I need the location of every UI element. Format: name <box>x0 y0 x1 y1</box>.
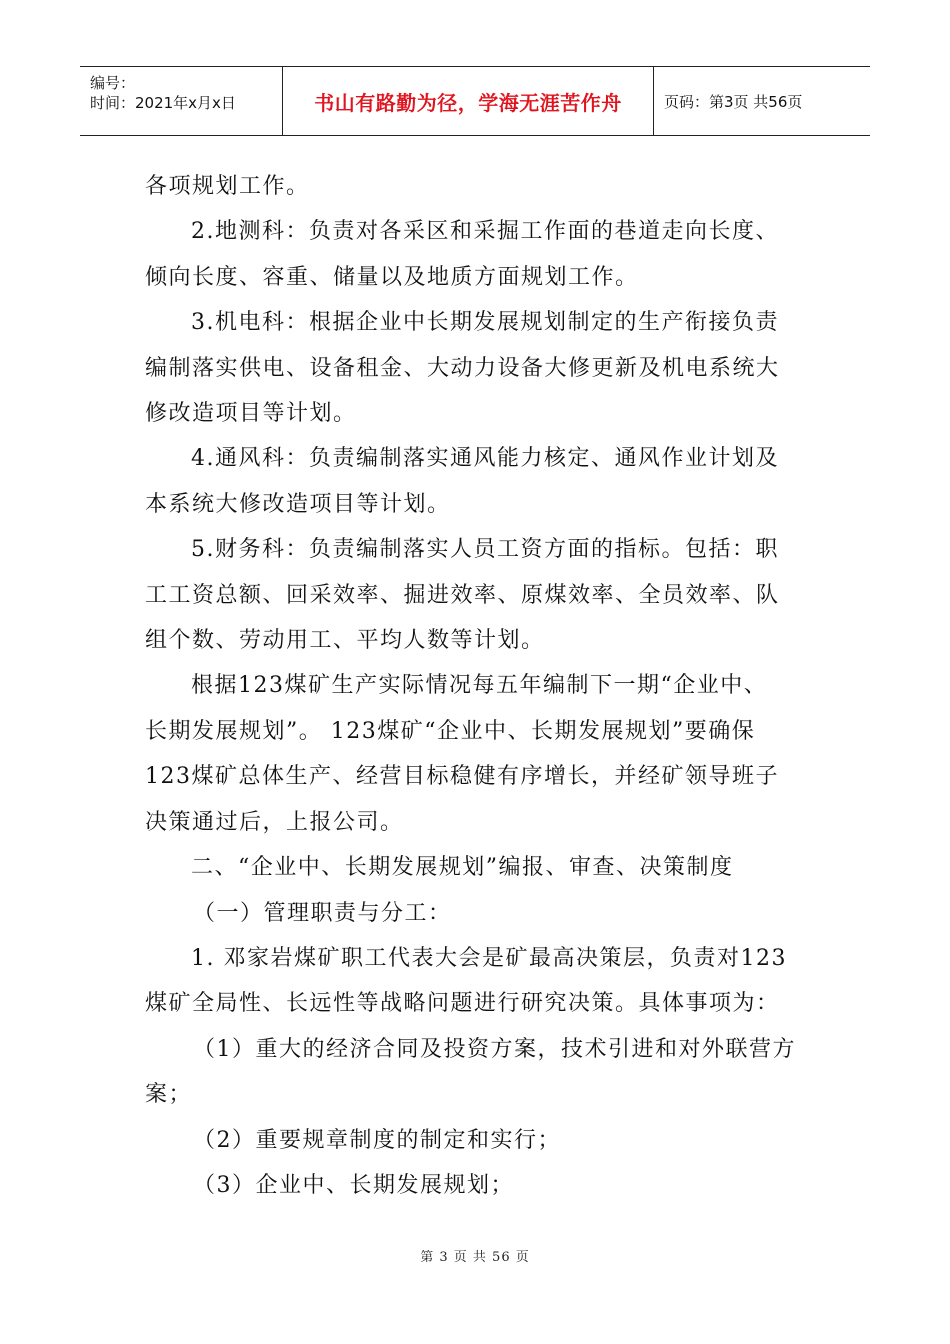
document-number-label: 编号： <box>90 74 136 92</box>
body-line: 3.机电科：根据企业中长期发展规划制定的生产衔接负责 <box>191 310 779 336</box>
body-line: 根据123煤矿生产实际情况每五年编制下一期“企业中、 <box>191 673 768 699</box>
subsection-heading: （一）管理职责与分工： <box>193 900 452 926</box>
document-date: 时间：2021年x月x日 <box>90 94 236 112</box>
header-page-info: 页码：第3页 共56页 <box>664 92 803 111</box>
body-line: 5.财务科：负责编制落实人员工资方面的指标。包括：职 <box>191 537 779 563</box>
body-line: 修改造项目等计划。 <box>145 401 357 427</box>
list-item: （1）重大的经济合同及投资方案，技术引进和对外联营方 <box>193 1036 796 1062</box>
list-item: （2）重要规章制度的制定和实行； <box>193 1127 561 1153</box>
header-page-cell <box>654 67 870 135</box>
body-line: 长期发展规划”。 123煤矿“企业中、长期发展规划”要确保 <box>145 718 756 744</box>
list-item: （3）企业中、长期发展规划； <box>193 1172 514 1198</box>
section-heading: 二、“企业中、长期发展规划”编报、审查、决策制度 <box>191 855 734 881</box>
body-line: 本系统大修改造项目等计划。 <box>145 491 451 517</box>
header-motto-cell <box>283 67 654 135</box>
header-motto: 书山有路勤为径，学海无涯苦作舟 <box>314 90 622 115</box>
body-line: 煤矿全局性、长远性等战略问题进行研究决策。具体事项为： <box>145 991 780 1017</box>
document-header <box>80 66 870 136</box>
list-item-continuation: 案； <box>145 1082 193 1108</box>
body-line: 工工资总额、回采效率、掘进效率、原煤效率、全员效率、队 <box>145 582 780 608</box>
body-line: 1. 邓家岩煤矿职工代表大会是矿最高决策层，负责对123 <box>191 945 787 971</box>
header-meta-cell <box>80 67 283 135</box>
body-line: 决策通过后，上报公司。 <box>145 809 404 835</box>
body-line: 4.通风科：负责编制落实通风能力核定、通风作业计划及 <box>191 446 779 472</box>
body-line: 2.地测科：负责对各采区和采掘工作面的巷道走向长度、 <box>191 219 779 245</box>
body-line: 123煤矿总体生产、经营目标稳健有序增长，并经矿领导班子 <box>145 764 779 790</box>
body-line: 组个数、劳动用工、平均人数等计划。 <box>145 628 545 654</box>
body-line: 编制落实供电、设备租金、大动力设备大修更新及机电系统大 <box>145 355 780 381</box>
footer-page-number: 第 3 页 共 56 页 <box>420 1250 530 1265</box>
body-line: 倾向长度、容重、储量以及地质方面规划工作。 <box>145 264 639 290</box>
page-footer <box>0 1246 950 1265</box>
document-body <box>145 164 810 1208</box>
body-line: 各项规划工作。 <box>145 174 310 199</box>
